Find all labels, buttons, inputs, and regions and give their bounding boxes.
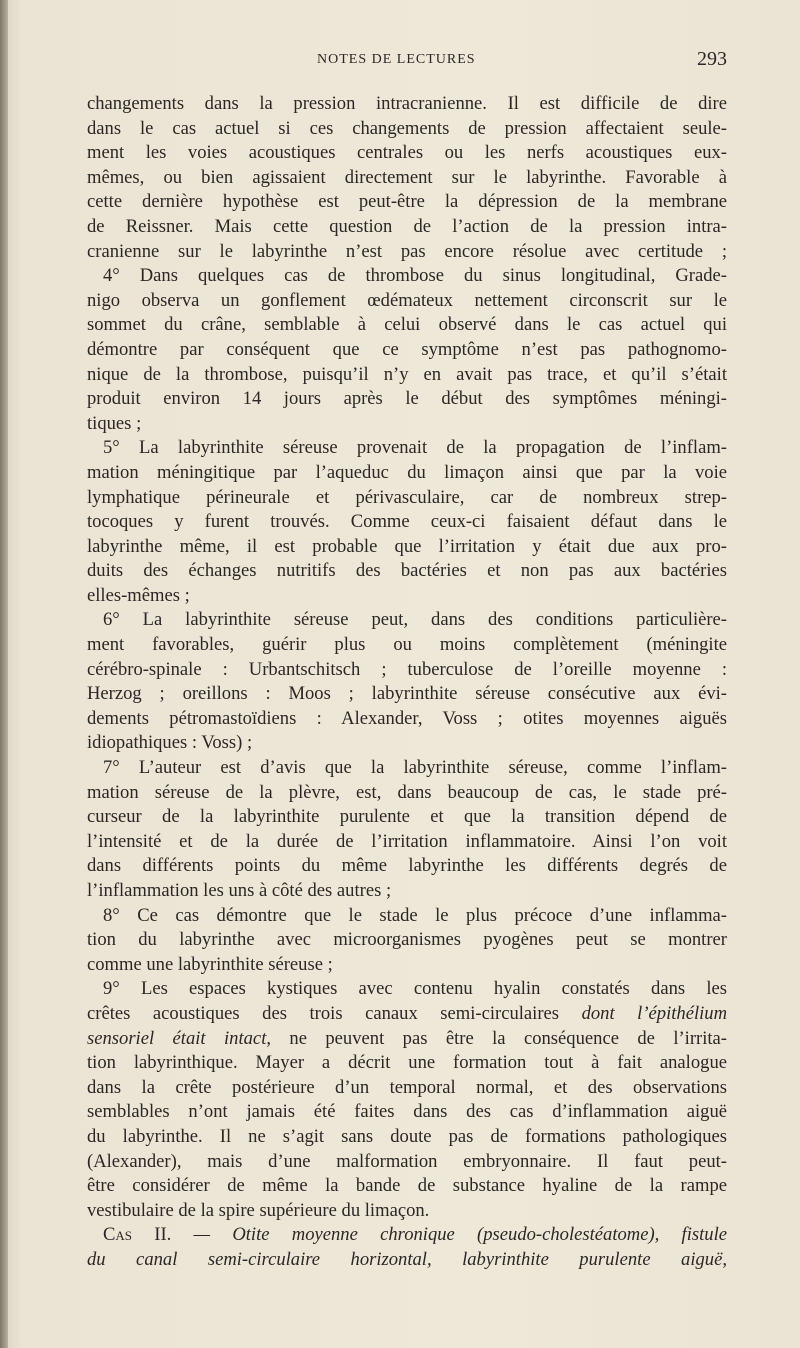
text-line: ment favorables, guérir plus ou moins complètement (méningite <box>87 634 727 656</box>
text-line <box>87 1248 727 1273</box>
text-line: dements pétromastoïdiens : Alexander, Voss ; otites moyennes aiguës <box>87 707 727 729</box>
text-line: labyrinthe même, il est probable que l’irritation y était due aux pro- <box>87 535 727 557</box>
page-gutter <box>0 0 8 1348</box>
text-line <box>87 1027 727 1052</box>
text-fragment: crêtes acoustiques des trois canaux semi-circulaires <box>87 1002 582 1024</box>
text-line: changements dans la pression intracranienne. Il est difficile de dire <box>87 93 727 114</box>
body-text <box>87 92 727 1273</box>
text-line: 4° Dans quelques cas de thrombose du sinus longitudinal, Grade- <box>103 265 727 287</box>
text-fragment: , ne peuvent pas être la conséquence de l’irrita- <box>266 1027 728 1049</box>
text-line: 6° La labyrinthite séreuse peut, dans des conditions particulière- <box>103 609 727 631</box>
text-line: 7° L’auteur est d’avis que la labyrinthite séreuse, comme l’inflam- <box>103 757 727 779</box>
text-line: elles-mêmes ; <box>87 584 190 606</box>
text-line: dans différents points du même labyrinthe les différents degrés de <box>87 855 727 877</box>
text-line: ment les voies acoustiques centrales ou les nerfs acoustiques eux- <box>87 142 727 164</box>
text-line: cranienne sur le labyrinthe n’est pas encore résolue avec certitude ; <box>87 240 727 262</box>
text-line: dans la crête postérieure d’un temporal normal, et des observations <box>87 1076 727 1098</box>
text-line: 8° Ce cas démontre que le stade le plus précoce d’une inflamma- <box>103 904 727 926</box>
text-line: mation séreuse de la plèvre, est, dans beaucoup de cas, le stade pré- <box>87 781 727 803</box>
italic-fragment: — Otite moyenne chronique (pseudo-cholestéatome), fistule <box>171 1224 728 1246</box>
text-line: (Alexander), mais d’une malformation embryonnaire. Il faut peut- <box>87 1150 727 1172</box>
text-line: cette dernière hypothèse est peut-être la dépression de la membrane <box>87 191 727 213</box>
text-line: Herzog ; oreillons : Moos ; labyrinthite séreuse consécutive aux évi- <box>87 683 727 705</box>
text-line: l’inflammation les uns à côté des autres ; <box>87 880 392 901</box>
text-line <box>87 1223 727 1248</box>
text-line: tion du labyrinthe avec microorganismes pyogènes peut se montrer <box>87 929 727 951</box>
text-line: mation méningitique par l’aqueduc du limaçon ainsi que par la voie <box>87 461 727 483</box>
page-header <box>87 48 727 78</box>
italic-fragment: sensoriel était intact <box>87 1027 267 1049</box>
text-line: tiques ; <box>87 412 142 434</box>
text-line: vestibulaire de la spire supérieure du limaçon. <box>87 1199 430 1221</box>
text-line: démontre par conséquent que ce symptôme n’est pas pathognomo- <box>87 338 727 360</box>
page-number: 293 <box>697 48 727 70</box>
case-label: Cas II. <box>103 1224 172 1246</box>
text-line: tion labyrinthique. Mayer a décrit une formation tout à fait analogue <box>87 1052 727 1074</box>
text-line: être considérer de même la bande de substance hyaline de la rampe <box>87 1175 727 1197</box>
text-line: nique de la thrombose, puisqu’il n’y en avait pas trace, et qu’il s’était <box>87 363 727 385</box>
text-line: produit environ 14 jours après le début des symptômes méningi- <box>87 388 727 410</box>
text-line: dans le cas actuel si ces changements de pression affectaient seule- <box>87 117 727 139</box>
text-line: du labyrinthe. Il ne s’agit sans doute pas de formations pathologiques <box>87 1125 727 1147</box>
text-line: semblables n’ont jamais été faites dans des cas d’inflammation aiguë <box>87 1101 727 1123</box>
text-line: l’intensité et de la durée de l’irritation inflammatoire. Ainsi l’on voit <box>87 830 727 852</box>
italic-fragment: du canal semi-circulaire horizontal, labyrinthite purulente aiguë, <box>87 1248 727 1270</box>
text-line: tocoques y furent trouvés. Comme ceux-ci faisaient défaut dans le <box>87 511 727 533</box>
text-line: cérébro-spinale : Urbantschitsch ; tuberculose de l’oreille moyenne : <box>87 658 727 680</box>
text-line: idiopathiques : Voss) ; <box>87 732 253 754</box>
text-line: 9° Les espaces kystiques avec contenu hyalin constatés dans les <box>103 978 727 1000</box>
text-line: 5° La labyrinthite séreuse provenait de la propagation de l’inflam- <box>103 437 727 459</box>
italic-fragment: dont l’épithélium <box>581 1002 728 1024</box>
text-line: comme une labyrinthite séreuse ; <box>87 953 333 975</box>
text-line: nigo observa un gonflement œdémateux nettement circonscrit sur le <box>87 289 727 311</box>
text-line: de Reissner. Mais cette question de l’action de la pression intra- <box>87 215 727 237</box>
text-line <box>87 1002 727 1027</box>
text-line: sommet du crâne, semblable à celui observé dans le cas actuel qui <box>87 314 727 336</box>
text-line: mêmes, ou bien agissaient directement sur le labyrinthe. Favorable à <box>87 166 727 188</box>
text-line: curseur de la labyrinthite purulente et que la transition dépend de <box>87 806 727 828</box>
text-line: lymphatique périneurale et périvasculaire, car de nombreux strep- <box>87 486 727 508</box>
text-line: duits des échanges nutritifs des bactéries et non pas aux bactéries <box>87 560 727 582</box>
running-title: NOTES DE LECTURES <box>317 52 476 67</box>
